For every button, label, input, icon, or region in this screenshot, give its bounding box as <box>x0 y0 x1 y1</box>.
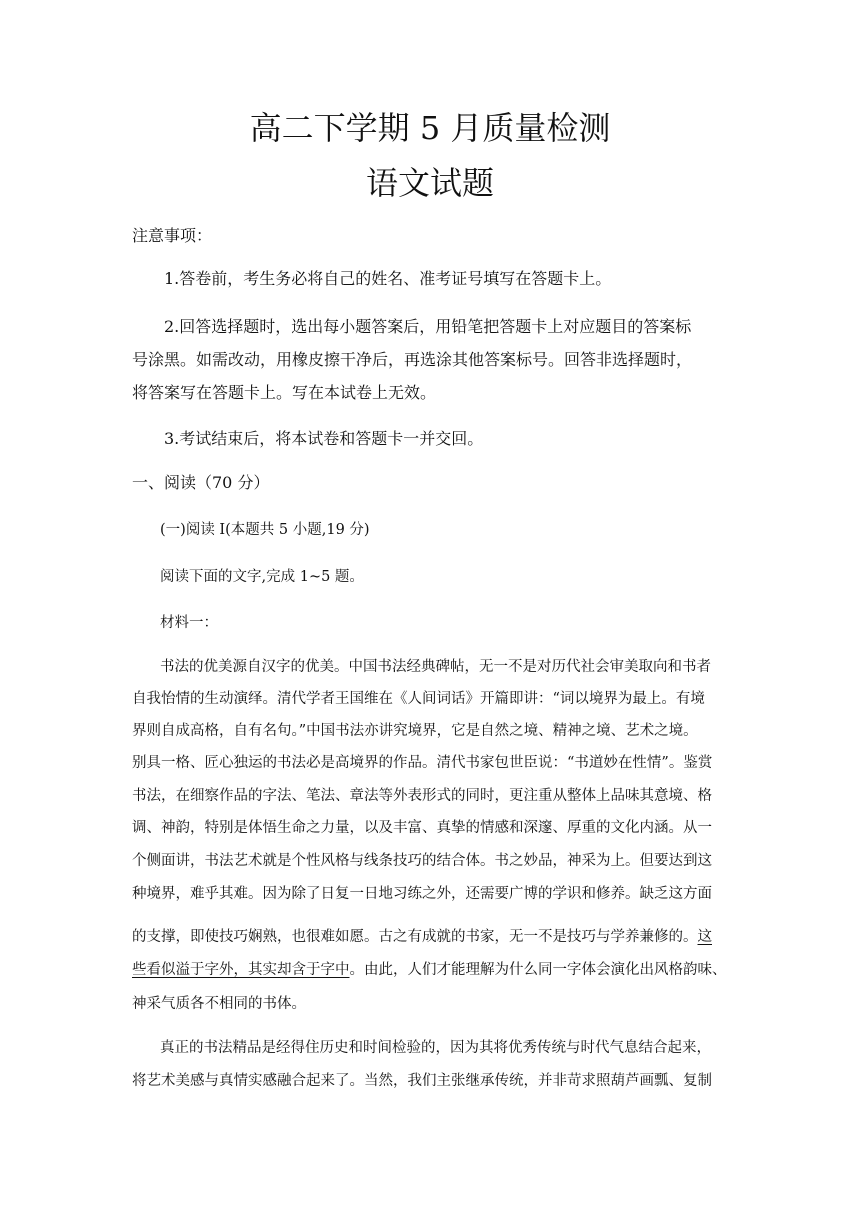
underlined-phrase: 些看似溢于字外，其实却含于字中 <box>132 962 350 978</box>
passage-p1-line-11: 神采气质各不相同的书体。 <box>132 996 306 1012</box>
exam-subtitle: 语文试题 <box>365 164 494 202</box>
note-item-2-line-2: 号涂黑。如需改动，用橡皮擦干净后，再选涂其他答案标号。回答非选择题时， <box>132 350 693 369</box>
note-item-2-line-1: 2.回答选择题时，选出每小题答案后，用铅笔把答题卡上对应题目的答案标 <box>164 317 692 336</box>
passage-p2-line-2: 将艺术美感与真情实感融合起来了。当然，我们主张继承传统，并非苛求照葫芦画瓢、复制 <box>132 1073 712 1089</box>
material-label: 材料一： <box>160 615 218 631</box>
note-item-3: 3.考试结束后，将本试卷和答题卡一并交回。 <box>164 429 484 448</box>
passage-p1-line-7: 个侧面讲，书法艺术就是个性风格与线条技巧的结合体。书之妙品，神采为上。但要达到这 <box>132 853 712 869</box>
notes-heading: 注意事项： <box>132 226 213 245</box>
part-heading: (一)阅读 I(本题共 5 小题,19 分) <box>160 522 370 538</box>
reading-instruction: 阅读下面的文字,完成 1~5 题。 <box>160 569 364 585</box>
passage-p1-line-8: 种境界，难乎其难。因为除了日复一日地习练之外，还需要广博的学识和修养。缺乏这方面 <box>132 886 712 902</box>
passage-p1-line-3: 界则自成高格，自有名句。”中国书法亦讲究境界，它是自然之境、精神之境、艺术之境。 <box>132 723 698 739</box>
section-heading: 一、阅读（70 分） <box>132 473 270 492</box>
passage-p1-line-9 <box>132 926 732 948</box>
passage-p1-line-6: 调、神韵，特别是体悟生命之力量，以及丰富、真挚的情感和深邃、厚重的文化内涵。从一 <box>132 820 712 836</box>
passage-p1-line-2: 自我怡情的生动演绎。清代学者王国维在《人间词话》开篇即讲：“词以境界为最上。有境 <box>132 691 705 707</box>
passage-p1-line-1: 书法的优美源自汉字的优美。中国书法经典碑帖，无一不是对历代社会审美取向和书者 <box>160 659 711 675</box>
note-item-2-line-3: 将答案写在答题卡上。写在本试卷上无效。 <box>132 383 437 402</box>
passage-p2-line-1: 真正的书法精品是经得住历史和时间检验的，因为其将优秀传统与时代气息结合起来， <box>160 1040 711 1056</box>
passage-p1-line-4: 别具一格、匠心独运的书法必是高境界的作品。清代书家包世臣说：“书道妙在性情”。鉴赏 <box>132 755 713 771</box>
passage-p1-line-5: 书法，在细察作品的字法、笔法、章法等外表形式的同时，更注重从整体上品味其意境、格 <box>132 788 712 804</box>
underlined-phrase-start: 这 <box>697 929 712 945</box>
passage-p1-line-10 <box>132 959 732 981</box>
passage-text: 的支撑，即使技巧娴熟，也很难如愿。古之有成就的书家，无一不是技巧与学养兼修的。 <box>132 929 698 945</box>
passage-text: 。由此，人们才能理解为什么同一字体会演化出风格韵味、 <box>349 962 727 978</box>
note-item-1: 1.答卷前，考生务必将自己的姓名、准考证号填写在答题卡上。 <box>164 269 612 288</box>
exam-title: 高二下学期 5 月质量检测 <box>249 109 611 147</box>
